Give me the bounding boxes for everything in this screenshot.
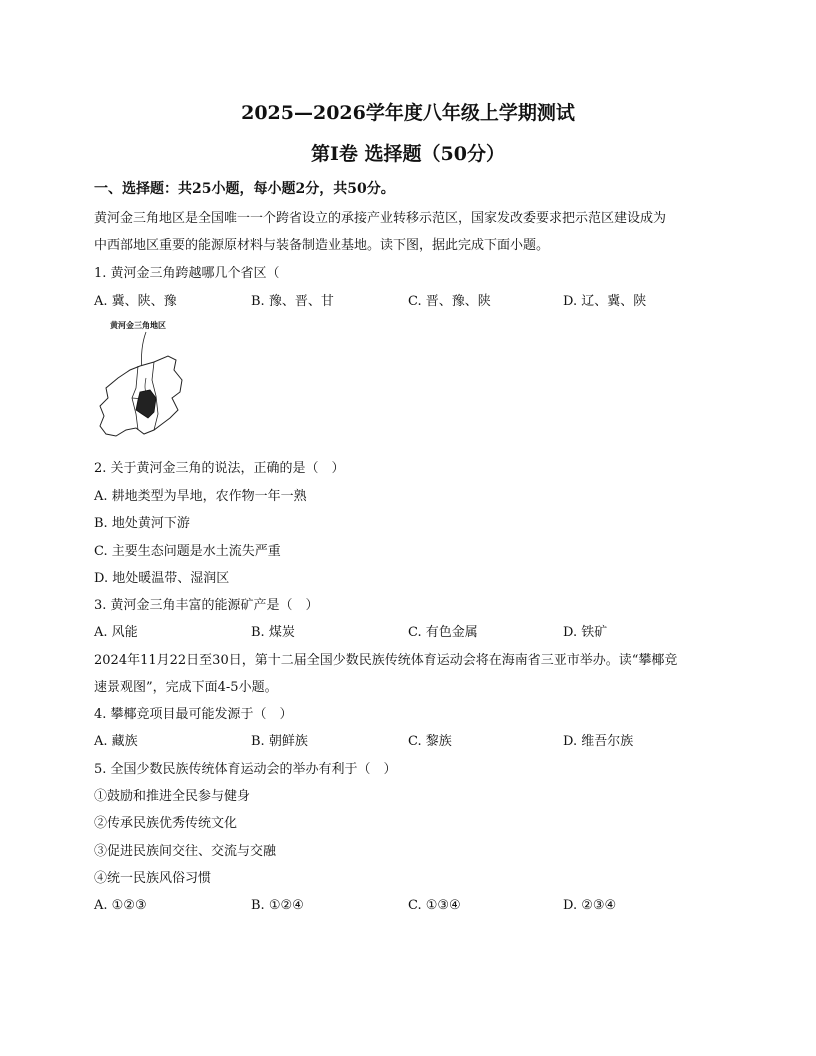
q5-item-4: ④统一民族风俗习惯 <box>94 871 212 886</box>
passage1-line1: 黄河金三角地区是全国唯一一个跨省设立的承接产业转移示范区，国家发改委要求把示范区建设成为 <box>94 211 667 226</box>
q3-option-d: D. 铁矿 <box>563 625 608 640</box>
map-label: 黄河金三角地区 <box>110 320 166 330</box>
map-outline-icon <box>96 318 186 448</box>
q5-option-d: D. ②③④ <box>563 898 617 913</box>
q1-option-a: A. 冀、陕、豫 <box>94 294 177 309</box>
q5-item-2: ②传承民族优秀传统文化 <box>94 816 238 831</box>
q5-item-3: ③促进民族间交往、交流与交融 <box>94 844 277 859</box>
passage2-line2: 速景观图”，完成下面4-5小题。 <box>94 680 278 695</box>
q3-option-c: C. 有色金属 <box>408 625 478 640</box>
q2-option-b: B. 地处黄河下游 <box>94 516 190 531</box>
q1-option-b: B. 豫、晋、甘 <box>251 294 334 309</box>
page-subtitle: 第Ⅰ卷 选择题（50分） <box>311 143 505 165</box>
q1-stem: 1. 黄河金三角跨越哪几个省区（ <box>94 266 280 281</box>
passage1-line2: 中西部地区重要的能源原材料与装备制造业基地。读下图，据此完成下面小题。 <box>94 238 550 253</box>
q1-option-d: D. 辽、冀、陕 <box>563 294 647 309</box>
q4-option-d: D. 维吾尔族 <box>563 734 634 749</box>
q5-option-c: C. ①③④ <box>408 898 461 913</box>
q2-stem: 2. 关于黄河金三角的说法，正确的是（ ） <box>94 461 345 476</box>
q5-option-b: B. ①②④ <box>251 898 304 913</box>
q4-option-b: B. 朝鲜族 <box>251 734 308 749</box>
q5-item-1: ①鼓励和推进全民参与健身 <box>94 789 251 804</box>
q5-option-a: A. ①②③ <box>94 898 147 913</box>
yellow-river-golden-triangle-map <box>96 318 186 448</box>
page-title: 2025—2026学年度八年级上学期测试 <box>241 102 575 124</box>
q2-option-d: D. 地处暖温带、湿润区 <box>94 571 230 586</box>
section-heading: 一、选择题：共25小题，每小题2分，共50分。 <box>94 181 395 197</box>
q4-option-a: A. 藏族 <box>94 734 138 749</box>
passage2-line1: 2024年11月22日至30日，第十二届全国少数民族传统体育运动会将在海南省三亚市举办。读“攀椰竞 <box>94 653 678 668</box>
q2-option-a: A. 耕地类型为旱地，农作物一年一熟 <box>94 489 307 504</box>
q3-option-a: A. 风能 <box>94 625 138 640</box>
q4-option-c: C. 黎族 <box>408 734 452 749</box>
q1-option-c: C. 晋、豫、陕 <box>408 294 491 309</box>
q3-stem: 3. 黄河金三角丰富的能源矿产是（ ） <box>94 598 319 613</box>
q5-stem: 5. 全国少数民族传统体育运动会的举办有利于（ ） <box>94 762 397 777</box>
q4-stem: 4. 攀椰竞项目最可能发源于（ ） <box>94 707 293 722</box>
q2-option-c: C. 主要生态问题是水土流失严重 <box>94 544 281 559</box>
q3-option-b: B. 煤炭 <box>251 625 295 640</box>
